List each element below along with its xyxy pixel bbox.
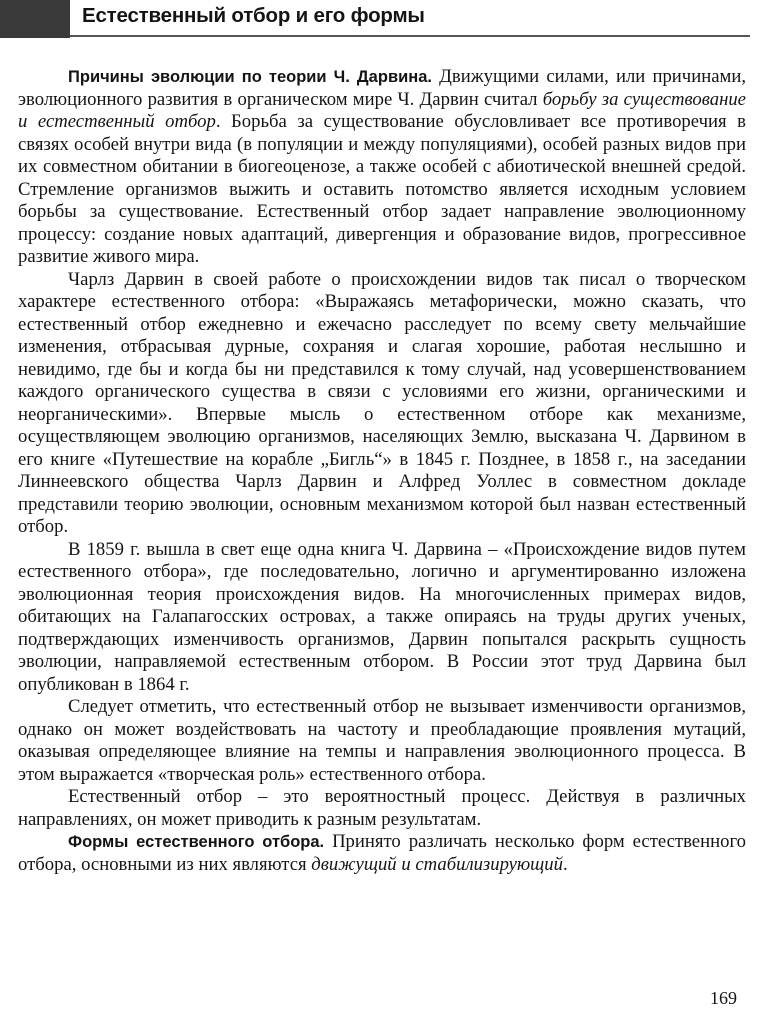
- emphasis-text: движущий и стабилизирующий: [311, 853, 563, 875]
- paragraph-creative-role: Следует отметить, что естественный отбор не вызывает изменчивости организмов, однако он может воздействовать на частоту и преобладающие проявления мутаций, оказывая определяющее влияние на темпы и направления эволюционного процесса. В этом выражается «творческая роль» естественного отбора.: [18, 696, 746, 785]
- emphasis-text: борьбу за существование и естественный отбор: [18, 88, 746, 132]
- paragraph-forms: [18, 831, 746, 876]
- page-number: 169: [710, 988, 737, 1008]
- body-text: [18, 66, 746, 876]
- paragraph-text: . Борьба за существование обусловливает все противоречия в связях особей внутри вида (в популяции и между популяциями), особей разных видов при их совместном обитании в биогеоценозе, а также особей с абиотической внешней средой. Стремление организмов выжить и оставить потомство является исходным условием борьбы за существование. Естественный отбор задает направление эволюционному процессу: создание новых адаптаций, дивергенция и образование видов, прогрессивное развитие живого мира.: [18, 111, 747, 267]
- paragraph-text: Принято различать несколько форм естественного отбора, основными из них являются: [18, 831, 746, 875]
- section-title: Естественный отбор и его формы: [82, 4, 425, 27]
- paragraph-origin-of-species: В 1859 г. вышла в свет еще одна книга Ч. Дарвина – «Происхождение видов путем естественного отбора», где последовательно, логично и аргументированно изложена эволюционная теория происхождения видов. На многочисленных примерах видов, обитающих на Галапагосских островах, а также опираясь на труды других ученых, подтверждающих изменчивость организмов, Дарвин попытался раскрыть сущность эволюции, направляемой естественным отбором. В России этот труд Дарвина был опубликован в 1864 г.: [18, 538, 746, 695]
- paragraph-text: Движущими силами, или причинами, эволюционного развития в органическом мире Ч. Дарвин считал: [18, 66, 746, 110]
- paragraph-text: .: [562, 853, 568, 875]
- lead-heading-forms: Формы естественного отбора.: [68, 833, 325, 851]
- paragraph-probabilistic: Естественный отбор – это вероятностный процесс. Действуя в различных направлениях, он может приводить к разным результатам.: [18, 786, 746, 830]
- header-rule: [70, 35, 750, 37]
- paragraph-darwin-quote: Чарлз Дарвин в своей работе о происхождении видов так писал о творческом характере естественного отбора: «Выражаясь метафорически, можно сказать, что естественный отбор ежедневно и ежечасно расследует по всему свету мельчайшие изменения, отбрасывая дурные, сохраняя и слагая хорошие, работая неслышно и невидимо, где бы и когда бы ни представился к тому случай, над усовершенствованием каждого органического существа в связи с условиями его жизни, органическими и неорганическими». Впервые мысль о естественном отборе как механизме, осуществляющем эволюцию организмов, населяющих Землю, высказана Ч. Дарвином в его книге «Путешествие на корабле „Бигль“» в 1845 г. Позднее, в 1858 г., на заседании Линнеевского общества Чарлз Дарвин и Алфред Уоллес в совместном докладе представили теорию эволюции, основным механизмом которой был назван естественный отбор.: [18, 268, 746, 537]
- paragraph-causes: [18, 66, 746, 269]
- lead-heading-causes: Причины эволюции по теории Ч. Дарвина.: [68, 68, 432, 86]
- header-marker-block: [0, 0, 70, 38]
